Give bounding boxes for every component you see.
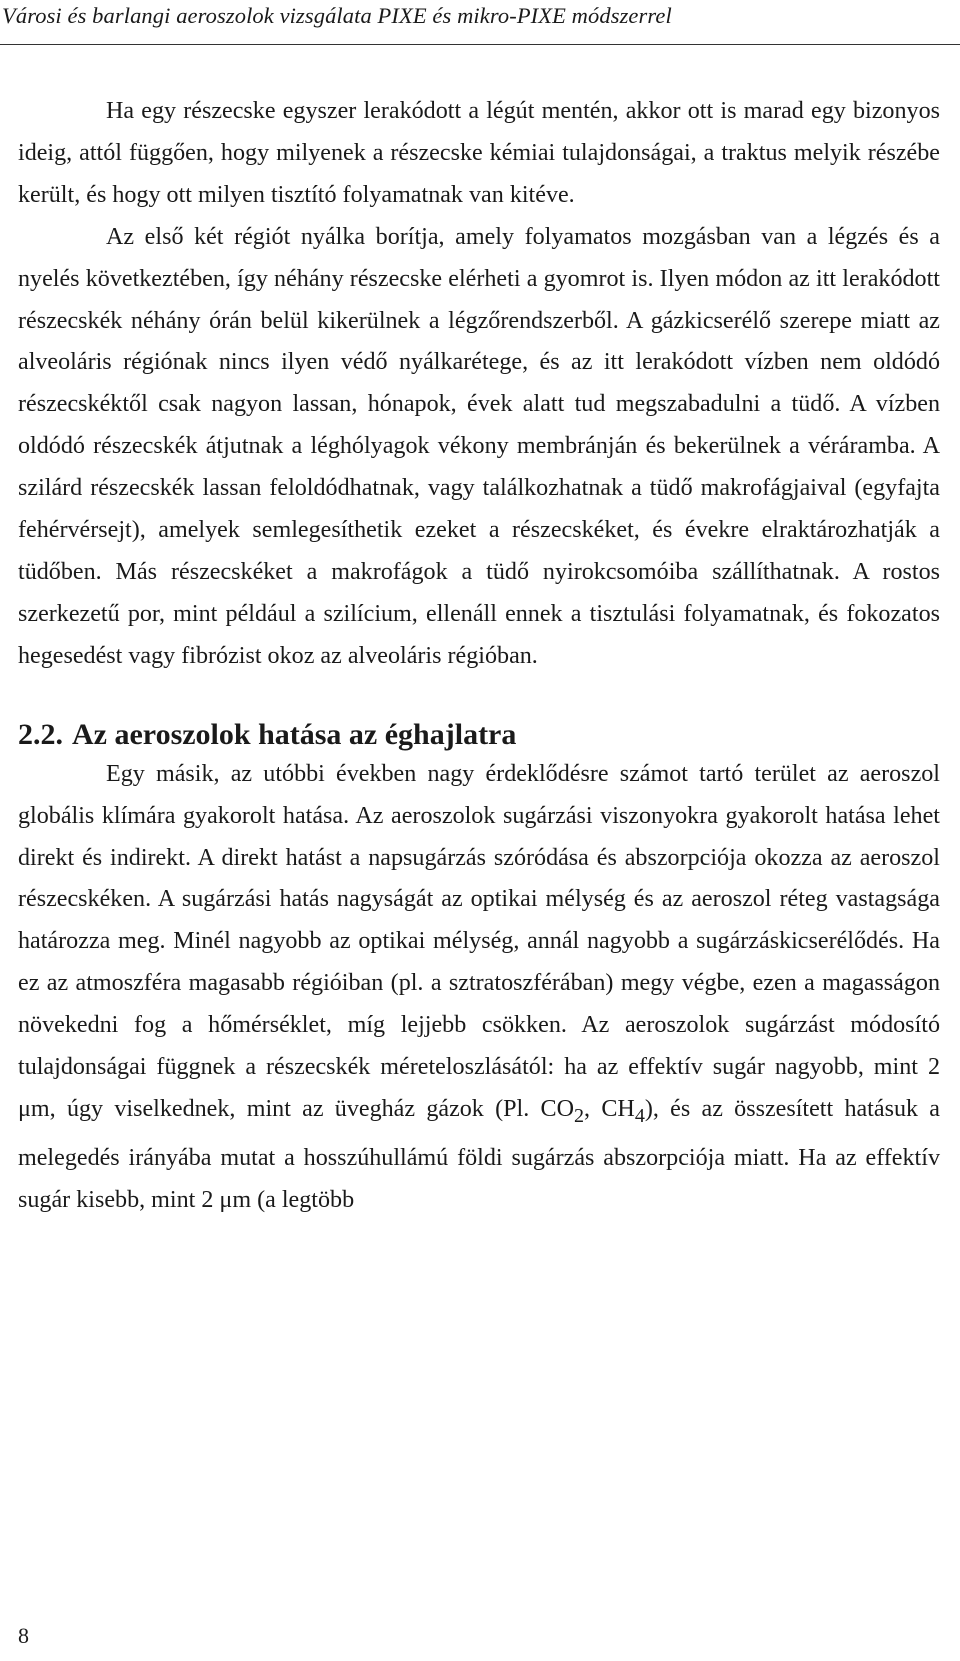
section-heading [18,712,940,757]
paragraph-climate-effects [18,754,940,1222]
ch4-subscript: 4 [634,1104,645,1127]
section-number: 2.2. [18,717,63,751]
paragraph-particle-retention: Ha egy részecske egyszer lerakódott a légút mentén, akkor ott is marad egy bizonyos ideig, attól függően, hogy milyenek a részecske kémiai tulajdonságai, a traktus melyik részébe került, és hogy ott milyen tisztító folyamatnak van kitéve. [18,98,940,208]
page-body [18,91,940,1221]
page-number: 8 [18,1623,29,1648]
climate-text-part-2: , CH [584,1095,635,1122]
paragraph-clearance-mechanisms: Az első két régiót nyálka borítja, amely folyamatos mozgásban van a légzés és a nyelés következtében, így néhány részecske elérheti a gyomrot is. Ilyen módon az itt lerakódott részecskék néhány órán belül kikerülnek a légzőrendszerből. A gázkicserélő szerepe miatt az alveoláris régiónak nincs ilyen védő nyálkarétege, és az itt lerakódott vízben nem oldódó részecskéktől csak nagyon lassan, hónapok, évek alatt tud megszabadulni a tüdő. A vízben oldódó részecskék átjutnak a léghólyagok vékony membránján és bekerülnek a véráramba. A szilárd részecskék lassan feloldódhatnak, vagy találkozhatnak a tüdő makrofágjaival (egyfajta fehérvérsejt), amelyek semlegesíthetik ezeket a részecskéket, és évekre elraktározhatják a tüdőben. Más részecskéket a makrofágok a tüdő nyirokcsomóiba szállíthatnak. A rostos szerkezetű por, mint például a szilícium, ellenáll ennek a tisztulási folyamatnak, és fokozatos hegesedést vagy fibrózist okoz az alveoláris régióban. [18,223,940,669]
co2-subscript: 2 [574,1104,585,1127]
climate-text-part-1: Egy másik, az utóbbi években nagy érdeklődésre számot tartó terület az aeroszol globális klímára gyakorolt hatása. Az aeroszolok sugárzási viszonyokra gyakorolt hatása lehet direkt és indirekt. A direkt hatást a napsugárzás szóródása és abszorpciója okozza az aeroszol részecskéken. A sugárzási hatás nagyságát az optikai mélység és az aeroszol réteg vastagsága határozza meg. Minél nagyobb az optikai mélység, annál nagyobb a sugárzáskicserélődés. Ha ez az atmoszféra magasabb régióiban (pl. a sztratoszférában) megy végbe, ezen a magasságon növekedni fog a hőmérséklet, míg lejjebb csökken. Az aeroszolok sugárzást módosító tulajdonságai függnek a részecskék méreteloszlásától: ha az effektív sugár nagyobb, mint 2 μm, úgy viselkednek, mint az üvegház gázok (Pl. CO [18,760,940,1122]
running-title: Városi és barlangi aeroszolok vizsgálata PIXE és mikro-PIXE módszerrel [2,3,672,28]
climate-text-part-3: ), és az összesített hatásuk a melegedés irányába mutat a hosszúhullámú földi sugárzás abszorpciója miatt. Ha az effektív sugár kisebb, mint 2 μm (a legtöbb [18,1095,940,1213]
running-header [0,0,960,45]
section-title: Az aeroszolok hatása az éghajlatra [72,717,517,751]
